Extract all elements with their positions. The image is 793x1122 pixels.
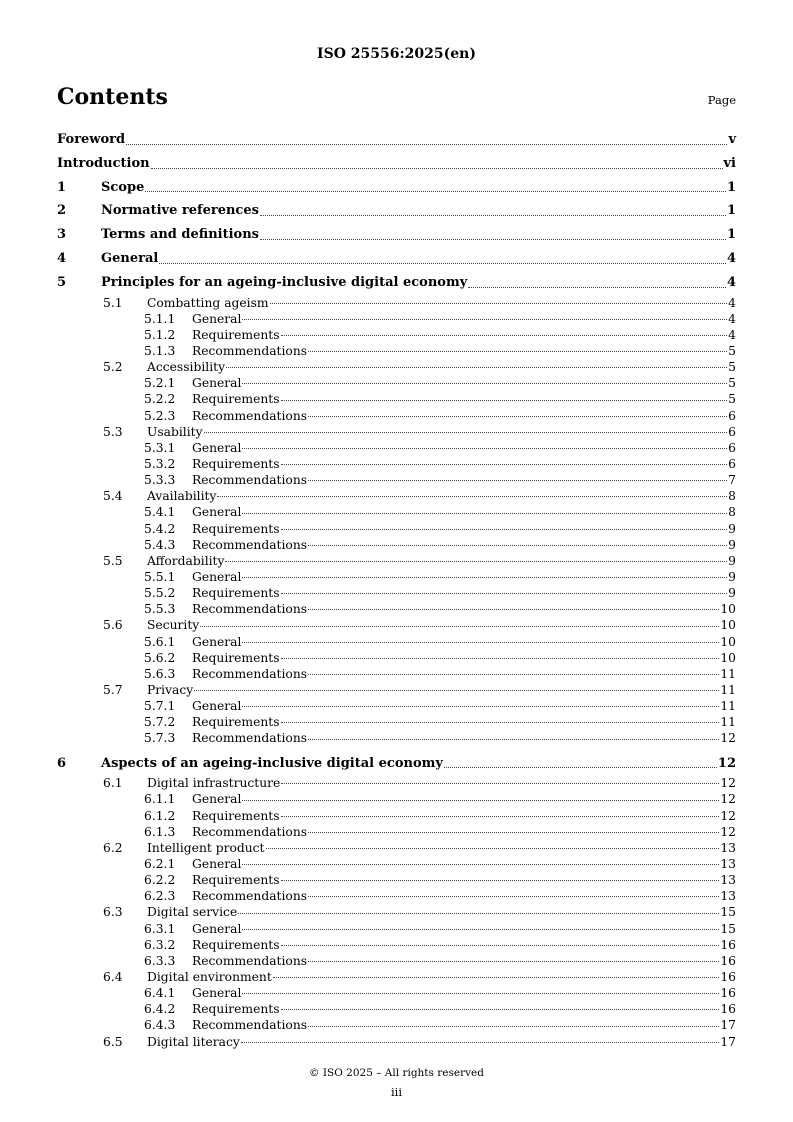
toc-entry-number: 6.4.1 xyxy=(144,986,176,1001)
toc-dot-leader xyxy=(281,658,720,659)
toc-dot-leader xyxy=(273,977,720,978)
toc-entry-number: 4 xyxy=(57,250,67,266)
toc-entry-page: 10 xyxy=(720,618,736,633)
toc-dot-leader xyxy=(242,929,719,930)
toc-entry-title: Requirements xyxy=(192,808,280,823)
toc-dot-leader xyxy=(281,1009,720,1010)
toc-dot-leader xyxy=(194,690,719,691)
toc-entry-title: General xyxy=(192,792,242,807)
toc-entry-number: 5.4.3 xyxy=(144,537,176,552)
toc-entry-page: 10 xyxy=(720,602,736,617)
toc-entry-number: 5.1 xyxy=(103,295,123,310)
toc-entry-title: Terms and definitions xyxy=(101,227,259,243)
toc-entry-title: General xyxy=(101,250,159,266)
toc-entry[interactable] xyxy=(57,634,736,650)
toc-entry-title: Affordability xyxy=(147,553,225,568)
toc-entry-number: 5.7 xyxy=(103,682,123,697)
toc-entry-title: General xyxy=(192,857,242,872)
toc-dot-leader xyxy=(151,168,723,169)
toc-entry-title: Accessibility xyxy=(147,360,226,375)
toc-entry-title: Privacy xyxy=(147,682,194,697)
toc-dot-leader xyxy=(242,577,727,578)
toc-entry-title: Requirements xyxy=(192,937,280,952)
toc-entry-title: Recommendations xyxy=(192,953,308,968)
toc-entry-number: 6.2.3 xyxy=(144,889,176,904)
toc-dot-leader xyxy=(225,561,727,562)
toc-dot-leader xyxy=(281,722,720,723)
toc-entry[interactable] xyxy=(57,488,736,504)
toc-entry-title: Security xyxy=(147,618,200,633)
toc-entry-title: Recommendations xyxy=(192,602,308,617)
toc-entry[interactable] xyxy=(57,569,736,585)
toc-entry-page: 11 xyxy=(720,682,736,697)
toc-entry-number: 6.2.1 xyxy=(144,857,176,872)
toc-entry-number: 5 xyxy=(57,274,67,290)
toc-dot-leader xyxy=(217,496,727,497)
toc-entry-title: Foreword xyxy=(57,132,126,147)
toc-entry[interactable] xyxy=(57,1034,736,1050)
toc-dot-leader xyxy=(281,945,720,946)
toc-entry[interactable] xyxy=(57,521,736,537)
toc-entry-page: 8 xyxy=(728,505,736,520)
toc-entry-page: 5 xyxy=(728,392,736,407)
toc-entry[interactable] xyxy=(57,953,736,969)
toc-entry[interactable] xyxy=(57,650,736,666)
toc-entry[interactable] xyxy=(57,969,736,985)
toc-entry[interactable] xyxy=(57,666,736,682)
toc-entry-page: 11 xyxy=(720,666,736,681)
toc-entry-number: 5.1.2 xyxy=(144,327,176,342)
toc-entry-title: Requirements xyxy=(192,327,280,342)
toc-entry[interactable] xyxy=(57,176,736,200)
toc-entry[interactable] xyxy=(57,1001,736,1017)
toc-dot-leader xyxy=(260,215,726,216)
toc-entry-page: 6 xyxy=(728,408,736,423)
document-id-header: ISO 25556:2025(en) xyxy=(317,46,476,62)
toc-entry-title: Usability xyxy=(147,424,203,439)
toc-entry-page: 10 xyxy=(720,650,736,665)
toc-dot-leader xyxy=(126,144,727,145)
toc-entry[interactable] xyxy=(57,152,736,176)
toc-entry-number: 5.2.3 xyxy=(144,408,176,423)
toc-entry-title: Requirements xyxy=(192,586,280,601)
toc-entry[interactable] xyxy=(57,553,736,569)
toc-entry-title: Aspects of an ageing-inclusive digital economy xyxy=(101,755,443,771)
toc-dot-leader xyxy=(308,545,727,546)
toc-entry-title: Requirements xyxy=(192,521,280,536)
toc-entry-number: 5.5.3 xyxy=(144,602,176,617)
toc-entry-title: Digital literacy xyxy=(147,1034,240,1049)
toc-entry[interactable] xyxy=(57,714,736,730)
toc-entry-title: Digital environment xyxy=(147,970,272,984)
toc-entry[interactable] xyxy=(57,791,736,807)
toc-entry-number: 5.4.2 xyxy=(144,521,176,536)
toc-dot-leader xyxy=(260,239,726,240)
toc-dot-leader xyxy=(281,593,728,594)
toc-dot-leader xyxy=(308,609,719,610)
toc-entry-number: 5.6.1 xyxy=(144,634,176,649)
toc-entry-page: 1 xyxy=(726,203,736,219)
toc-dot-leader xyxy=(281,335,728,336)
toc-entry-number: 6.1 xyxy=(103,776,123,791)
toc-entry[interactable] xyxy=(57,985,736,1001)
toc-entry-page: 1 xyxy=(726,179,736,195)
toc-entry[interactable] xyxy=(57,408,736,424)
toc-entry[interactable] xyxy=(57,128,736,152)
toc-entry-title: Requirements xyxy=(192,873,280,888)
toc-entry[interactable] xyxy=(57,295,736,311)
toc-dot-leader xyxy=(242,800,719,801)
toc-entry-page: 12 xyxy=(720,824,736,839)
toc-dot-leader xyxy=(281,783,719,784)
toc-entry-number: 6.3.3 xyxy=(144,953,176,968)
toc-entry-page: 7 xyxy=(728,473,736,488)
toc-entry[interactable] xyxy=(57,424,736,440)
toc-entry-page: 13 xyxy=(720,857,736,872)
toc-entry-page: 6 xyxy=(728,456,736,471)
toc-entry-title: Recommendations xyxy=(192,344,308,358)
toc-entry-page: 11 xyxy=(720,699,736,714)
toc-entry-page: 6 xyxy=(728,424,736,439)
toc-entry-number: 6.2 xyxy=(103,840,123,855)
toc-entry-title: Scope xyxy=(101,179,145,195)
toc-entry-page: 4 xyxy=(728,295,736,310)
toc-entry-title: Recommendations xyxy=(192,731,308,746)
toc-dot-leader xyxy=(242,993,719,994)
toc-entry[interactable] xyxy=(57,856,736,872)
toc-entry-page: 15 xyxy=(720,905,736,920)
toc-entry[interactable] xyxy=(57,752,736,776)
toc-entry-title: Recommendations xyxy=(192,889,308,904)
toc-entry[interactable] xyxy=(57,808,736,824)
toc-entry[interactable] xyxy=(57,921,736,937)
toc-entry[interactable] xyxy=(57,440,736,456)
toc-entry-number: 6.4 xyxy=(103,970,123,984)
toc-dot-leader xyxy=(242,706,719,707)
toc-entry-page: 17 xyxy=(720,1034,736,1049)
toc-entry[interactable] xyxy=(57,271,736,295)
toc-entry-title: General xyxy=(192,376,242,391)
toc-entry-number: 5.5.1 xyxy=(144,569,176,584)
toc-entry-title: Introduction xyxy=(57,155,150,171)
toc-entry-page: 16 xyxy=(720,1002,736,1017)
toc-entry-number: 2 xyxy=(57,203,67,219)
toc-entry-number: 5.2.1 xyxy=(144,376,176,391)
toc-entry[interactable] xyxy=(57,601,736,617)
toc-dot-leader xyxy=(468,287,726,288)
toc-entry-title: Availability xyxy=(147,489,217,504)
toc-entry[interactable] xyxy=(57,359,736,375)
toc-entry-title: Intelligent product xyxy=(147,840,265,855)
toc-entry-title: Combatting ageism xyxy=(147,295,269,310)
toc-entry-page: vi xyxy=(723,155,736,171)
toc-dot-leader xyxy=(266,848,720,849)
toc-entry-title: Recommendations xyxy=(192,666,308,681)
toc-dot-leader xyxy=(242,448,727,449)
toc-entry-page: 8 xyxy=(728,489,736,504)
toc-entry[interactable] xyxy=(57,537,736,553)
toc-entry[interactable] xyxy=(57,504,736,520)
toc-entry-page: 12 xyxy=(720,776,736,791)
toc-entry-number: 5.1.3 xyxy=(144,344,176,358)
toc-entry-page: v xyxy=(728,132,736,147)
toc-entry-title: Recommendations xyxy=(192,824,308,839)
toc-dot-leader xyxy=(159,263,726,264)
toc-entry-page: 4 xyxy=(726,250,736,266)
toc-entry-page: 1 xyxy=(726,227,736,243)
toc-entry[interactable] xyxy=(57,1017,736,1033)
toc-entry-number: 5.3.3 xyxy=(144,473,176,488)
toc-entry-number: 5.7.3 xyxy=(144,731,176,746)
toc-entry[interactable] xyxy=(57,698,736,714)
toc-dot-leader xyxy=(270,303,728,304)
toc-entry-title: General xyxy=(192,311,242,326)
toc-entry-number: 5.3 xyxy=(103,424,123,439)
toc-dot-leader xyxy=(200,626,719,627)
toc-entry-page: 4 xyxy=(728,311,736,326)
toc-entry-title: Requirements xyxy=(192,392,280,407)
toc-entry-page: 12 xyxy=(717,755,736,771)
toc-entry-title: General xyxy=(192,699,242,714)
toc-entry-page: 4 xyxy=(728,327,736,342)
toc-entry-page: 16 xyxy=(720,970,736,984)
toc-entry[interactable] xyxy=(57,391,736,407)
toc-entry-title: General xyxy=(192,569,242,584)
contents-title: Contents xyxy=(57,84,168,110)
toc-dot-leader xyxy=(242,513,727,514)
toc-entry-number: 5.6.3 xyxy=(144,666,176,681)
toc-entry-number: 6.2.2 xyxy=(144,873,176,888)
toc-entry-number: 6.5 xyxy=(103,1034,123,1049)
toc-dot-leader xyxy=(281,880,720,881)
toc-dot-leader xyxy=(308,674,719,675)
toc-entry-number: 6.3 xyxy=(103,905,123,920)
toc-dot-leader xyxy=(308,832,719,833)
toc-entry-title: General xyxy=(192,505,242,520)
toc-entry-number: 6.4.3 xyxy=(144,1018,176,1033)
toc-dot-leader xyxy=(204,432,728,433)
toc-dot-leader xyxy=(242,642,719,643)
toc-entry-number: 6.1.3 xyxy=(144,824,176,839)
toc-dot-leader xyxy=(226,367,727,368)
toc-entry[interactable] xyxy=(57,937,736,953)
toc-entry-title: Principles for an ageing-inclusive digital economy xyxy=(101,274,468,290)
toc-entry-page: 9 xyxy=(728,537,736,552)
toc-entry-number: 5.2 xyxy=(103,360,123,375)
toc-entry-number: 6.4.2 xyxy=(144,1002,176,1017)
toc-entry-page: 13 xyxy=(720,873,736,888)
toc-entry[interactable] xyxy=(57,904,736,920)
toc-entry[interactable] xyxy=(57,888,736,904)
toc-dot-leader xyxy=(308,896,719,897)
toc-entry[interactable] xyxy=(57,247,736,271)
toc-dot-leader xyxy=(242,864,719,865)
toc-entry-title: General xyxy=(192,986,242,1001)
toc-dot-leader xyxy=(281,529,728,530)
toc-entry-number: 5.1.1 xyxy=(144,311,176,326)
toc-entry-page: 9 xyxy=(728,569,736,584)
toc-entry-title: General xyxy=(192,440,242,455)
toc-entry[interactable] xyxy=(57,311,736,327)
toc-entry-page: 12 xyxy=(720,808,736,823)
copyright-footer: © ISO 2025 – All rights reserved xyxy=(309,1067,484,1079)
toc-entry[interactable] xyxy=(57,327,736,343)
toc-entry[interactable] xyxy=(57,840,736,856)
toc-entry-title: Requirements xyxy=(192,715,280,730)
toc-entry-number: 5.5 xyxy=(103,553,123,568)
toc-entry[interactable] xyxy=(57,223,736,247)
toc-entry[interactable] xyxy=(57,824,736,840)
toc-entry-page: 9 xyxy=(728,521,736,536)
toc-entry-title: General xyxy=(192,921,242,936)
page-number-footer: iii xyxy=(390,1085,403,1099)
toc-entry-number: 5.6 xyxy=(103,618,123,633)
toc-entry-page: 15 xyxy=(720,921,736,936)
toc-entry[interactable] xyxy=(57,730,736,746)
toc-dot-leader xyxy=(444,767,717,768)
toc-dot-leader xyxy=(281,816,720,817)
toc-dot-leader xyxy=(238,913,719,914)
toc-entry-number: 6 xyxy=(57,755,67,771)
toc-entry-number: 5.7.2 xyxy=(144,715,176,730)
toc-dot-leader xyxy=(308,480,727,481)
toc-entry[interactable] xyxy=(57,375,736,391)
toc-entry-page: 5 xyxy=(728,376,736,391)
toc-entry-number: 5.3.2 xyxy=(144,456,176,471)
toc-dot-leader xyxy=(281,400,728,401)
toc-entry-page: 16 xyxy=(720,953,736,968)
toc-entry-number: 5.7.1 xyxy=(144,699,176,714)
toc-entry-page: 9 xyxy=(728,586,736,601)
toc-entry-number: 5.3.1 xyxy=(144,440,176,455)
page-column-label: Page xyxy=(707,93,736,107)
toc-entry-page: 6 xyxy=(728,440,736,455)
toc-entry-title: Requirements xyxy=(192,1002,280,1017)
toc-entry[interactable] xyxy=(57,456,736,472)
toc-entry-number: 1 xyxy=(57,179,67,195)
toc-entry-page: 5 xyxy=(728,344,736,358)
toc-entry-number: 5.5.2 xyxy=(144,586,176,601)
toc-entry-page: 12 xyxy=(720,731,736,746)
toc-entry[interactable] xyxy=(57,617,736,633)
toc-entry-number: 6.1.2 xyxy=(144,808,176,823)
toc-dot-leader xyxy=(242,383,727,384)
toc-entry-number: 5.4.1 xyxy=(144,505,176,520)
toc-entry-title: Recommendations xyxy=(192,537,308,552)
toc-entry-number: 5.6.2 xyxy=(144,650,176,665)
toc-entry-page: 4 xyxy=(726,274,736,290)
toc-entry[interactable] xyxy=(57,343,736,359)
toc-dot-leader xyxy=(145,191,726,192)
toc-entry-number: 6.3.1 xyxy=(144,921,176,936)
toc-entry-page: 5 xyxy=(728,360,736,375)
toc-entry-page: 16 xyxy=(720,937,736,952)
toc-entry[interactable] xyxy=(57,472,736,488)
toc-entry[interactable] xyxy=(57,872,736,888)
toc-entry-number: 5.4 xyxy=(103,489,123,504)
toc-entry-title: Recommendations xyxy=(192,473,308,488)
toc-entry-title: Recommendations xyxy=(192,408,308,423)
toc-entry-number: 3 xyxy=(57,227,67,243)
toc-dot-leader xyxy=(281,464,728,465)
toc-entry-page: 12 xyxy=(720,792,736,807)
toc-entry[interactable] xyxy=(57,775,736,791)
toc-entry-number: 5.2.2 xyxy=(144,392,176,407)
toc-dot-leader xyxy=(241,1042,720,1043)
table-of-contents xyxy=(57,128,736,1050)
toc-entry-page: 17 xyxy=(720,1018,736,1033)
toc-entry-title: Requirements xyxy=(192,650,280,665)
toc-dot-leader xyxy=(308,739,719,740)
toc-dot-leader xyxy=(308,961,719,962)
toc-entry-title: Recommendations xyxy=(192,1018,308,1033)
toc-entry-number: 6.1.1 xyxy=(144,792,176,807)
toc-entry-number: 6.3.2 xyxy=(144,937,176,952)
toc-entry-page: 9 xyxy=(728,553,736,568)
toc-dot-leader xyxy=(308,1026,719,1027)
toc-entry[interactable] xyxy=(57,199,736,223)
toc-entry-page: 13 xyxy=(720,889,736,904)
toc-entry-title: Normative references xyxy=(101,203,259,219)
toc-entry-title: General xyxy=(192,634,242,649)
toc-entry-page: 16 xyxy=(720,986,736,1001)
toc-dot-leader xyxy=(308,416,727,417)
toc-dot-leader xyxy=(308,351,727,352)
toc-entry[interactable] xyxy=(57,585,736,601)
toc-entry[interactable] xyxy=(57,682,736,698)
toc-entry-page: 13 xyxy=(720,840,736,855)
toc-entry-title: Digital infrastructure xyxy=(147,776,281,791)
toc-entry-title: Requirements xyxy=(192,456,280,471)
toc-dot-leader xyxy=(242,319,727,320)
toc-entry-page: 10 xyxy=(720,634,736,649)
toc-entry-page: 11 xyxy=(720,715,736,730)
toc-entry-title: Digital service xyxy=(147,905,238,920)
